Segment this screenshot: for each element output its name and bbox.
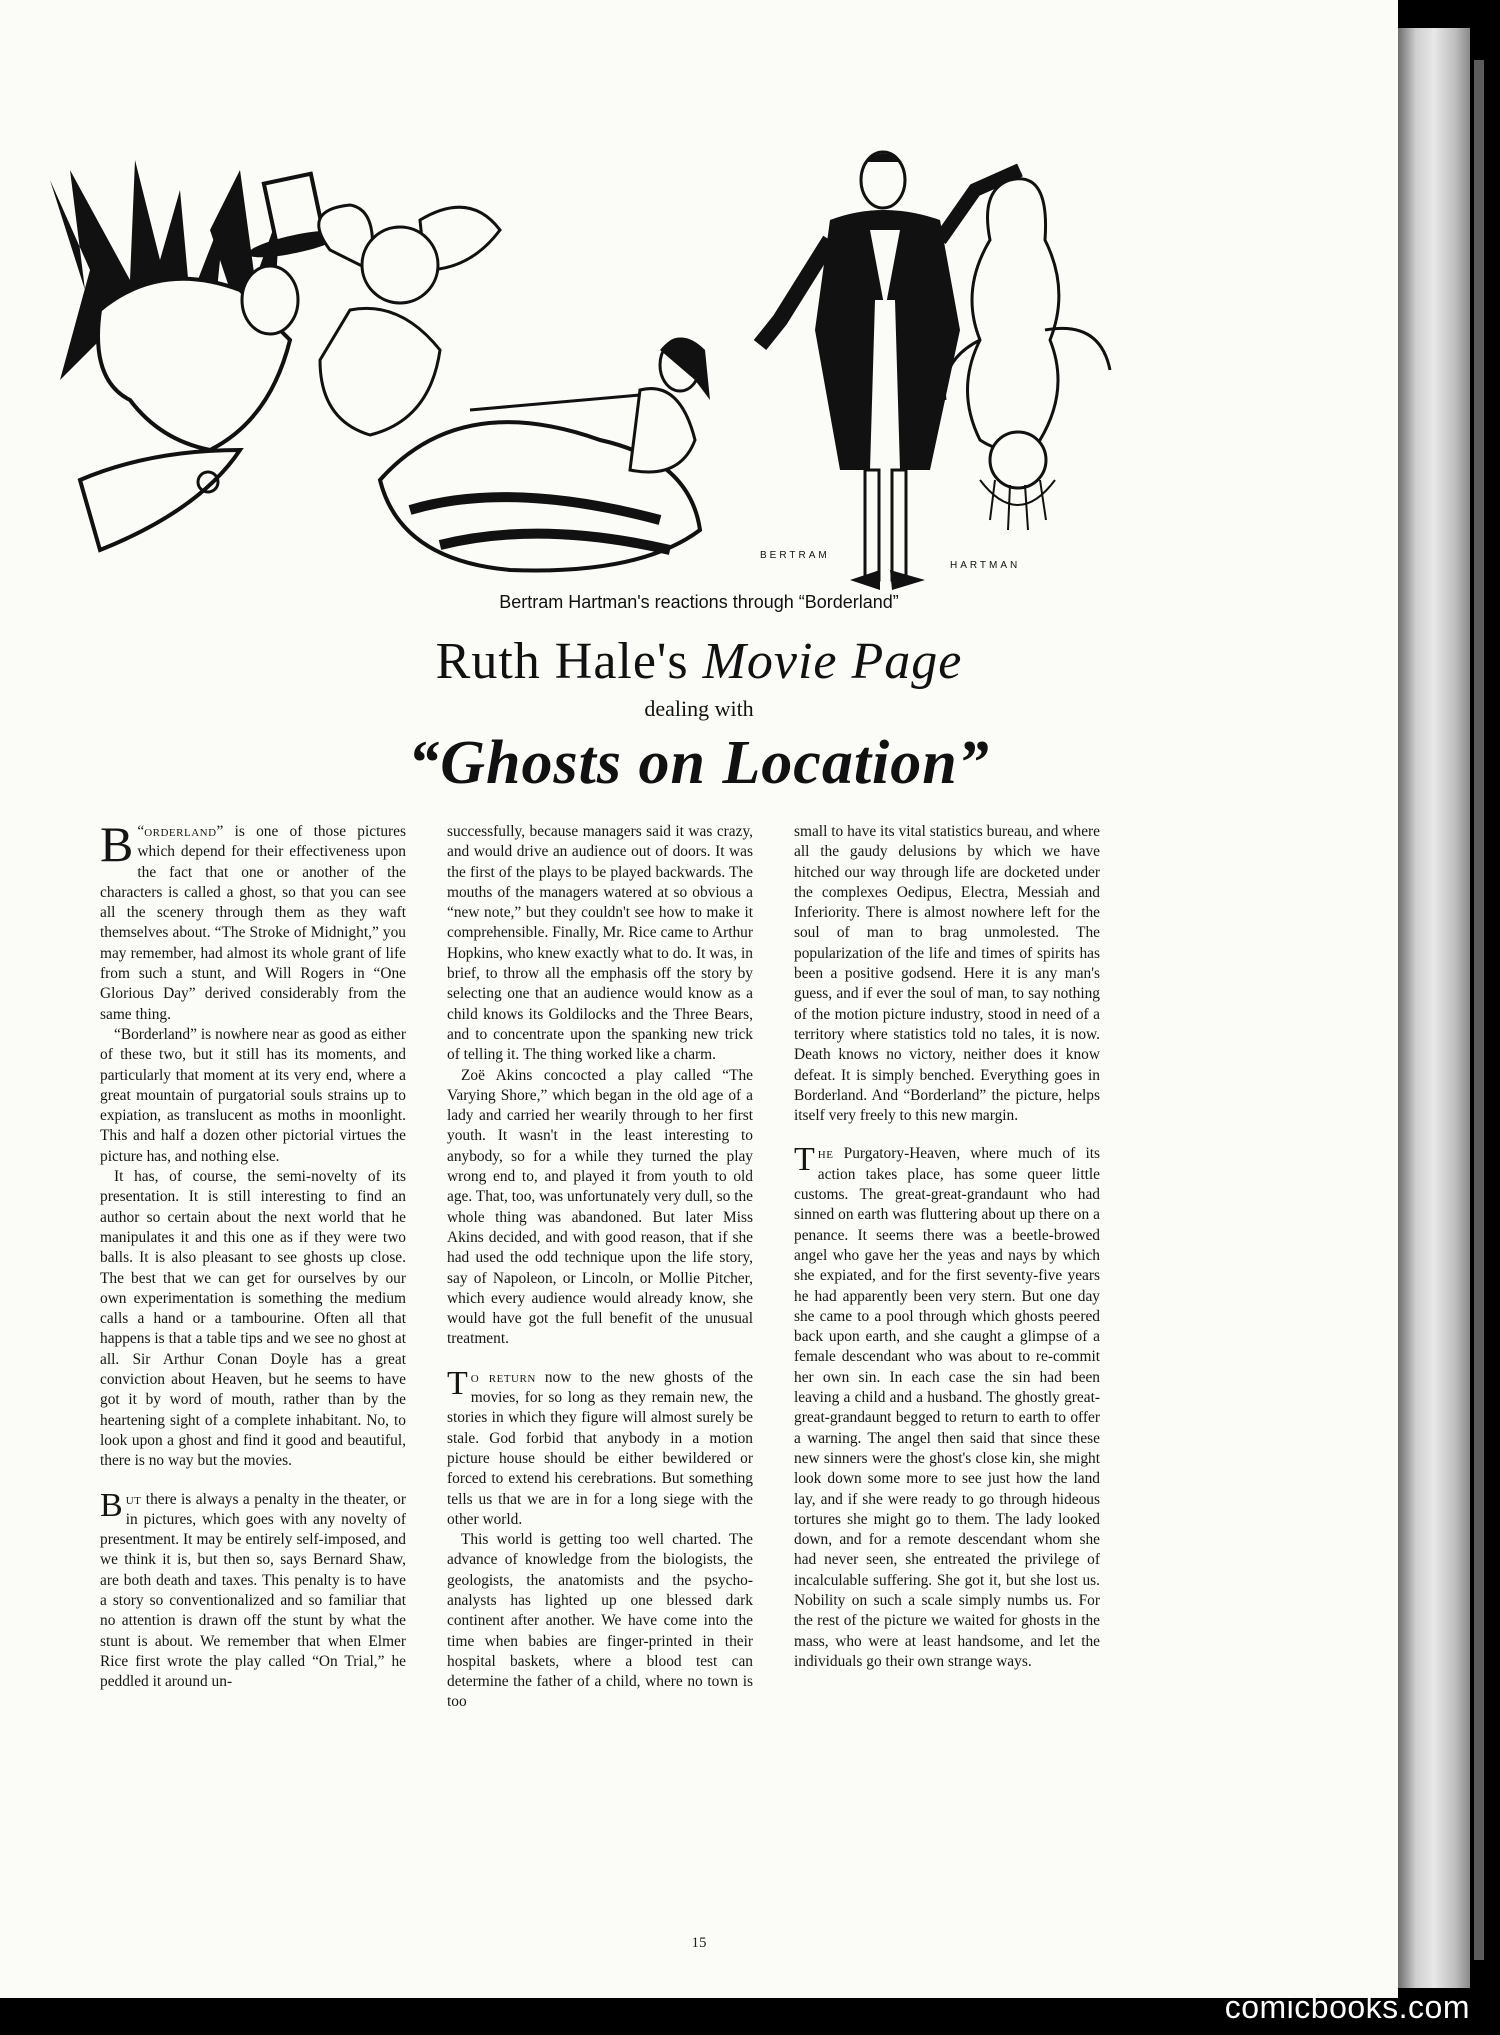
- hanging-figure: [968, 179, 1059, 450]
- paragraph-text: there is always a penalty in the theater, or in pictures, which goes with any novelty of presentment. It may be entirely self-imposed, and we think it is, but then so, says Bernard Shaw, are both death and taxes. This penalty is to have a story so conventionalized and so familiar that no attention is drawn off the stunt by what the stunt is about. We remember that when Elmer Rice first wrote the play called “On Trial,” he peddled it around un-: [100, 1490, 406, 1691]
- drop-cap: B: [100, 816, 134, 872]
- title-part3: Page: [851, 633, 963, 690]
- paragraph-text: now to the new ghosts of the movies, for so long as they remain new, the stories in which they figure will almost surely be stale. God forbid that anybody in a motion picture house should be either bewildered or forced to extend his cerebrations. But something tells us that we are in for a long siege with the other world.: [447, 1368, 753, 1528]
- paragraph: [447, 1364, 753, 1530]
- paragraph: Zoë Akins concocted a play called “The Varying Shore,” which began in the old age of a lady and carried her wearily through to her first youth. It wasn't in the least interesting to anybody, so for a while they turned the play wrong end to, and played it from youth to old age. That, too, was unfortunately very dull, so the whole thing was abandoned. But later Miss Akins decided, and with good reason, that if she had used the odd technique upon the life story, say of Napoleon, or Lincoln, or Mollie Pitcher, which every audience would already know, she would have got the full benefit of the unusual treatment.: [447, 1066, 753, 1348]
- artist-signature-first: BERTRAM: [760, 550, 830, 561]
- small-caps-lead: o return: [470, 1368, 536, 1386]
- paragraph: This world is getting too well charted. The advance of knowledge from the biologists, the geologists, the anatomists and the psycho-analysts has lighted up one blessed dark continent after another. We have come into the time when babies are finger-printed in their hospital baskets, where a blood test can determine the father of a child, where no town is too: [447, 1531, 753, 1711]
- title-part2: Movie: [702, 633, 838, 690]
- small-caps-lead: orderland: [144, 823, 217, 840]
- text-column-2: [447, 822, 753, 1713]
- article-subtitle: “Ghosts on Location”: [408, 729, 990, 797]
- paragraph: small to have its vital statistics bureau, and where all the gaudy delusions by which we have hitched our way through life are docketed under the complexes Oedipus, Electra, Messiah and Inferiority. There is almost nowhere left for the soul of man to brag unmolested. The popularization of the life and times of spirits has been a positive godsend. Here it is any man's guess, and if ever the soul of man, to say nothing of the motion picture industry, stood in need of a territory where statistics told no tales, it is now. Death knows no victory, neither does it know defeat. It is simply benched. Everything goes in Borderland. And “Borderland” the picture, helps itself very freely to this new margin.: [794, 823, 1100, 1125]
- paragraph: [100, 1486, 406, 1693]
- paragraph: It has, of course, the semi-novelty of its presentation. It is still interesting to find an author so certain about the next world that he manipulates it and this one as if they were two balls. It is also pleasant to see ghosts up close. The best that we can get for ourselves by our own experimentation is something the medium calls a hand or a tambourine. Often all that happens is that a table tips and we see no ghost at all. Sir Arthur Conan Doyle has a great conviction about Heaven, but he seems to have got it by word of mouth, rather than by the heartening sight of a complete inhabitant. No, to look upon a ghost and find it good and beautiful, there is no way but the movies.: [100, 1168, 406, 1470]
- cupid-head: [362, 227, 438, 303]
- page-edge-dark: [1474, 60, 1484, 1960]
- text-column-1: [100, 816, 406, 1692]
- opening-quote: “: [137, 823, 145, 840]
- paragraph: successfully, because managers said it was crazy, and would drive an audience out of doors. It was the first of the plays to be played backwards. The mouths of the managers watered at so obvious a “new note,” but they couldn't see how to make it comprehensible. Finally, Mr. Rice came to Arthur Hopkins, who knew exactly what to do. It was, in brief, to throw all the emphasis off the story by selecting one that an audience would know as a child knows its Goldilocks and the Three Bears, and to concentrate upon the spanking new trick of telling it. The thing worked like a charm.: [447, 823, 753, 1064]
- paragraph: [100, 816, 406, 1025]
- drop-cap: T: [447, 1364, 468, 1402]
- paragraph: “Borderland” is nowhere near as good as either of these two, but it still has its moments, and particularly that moment at its very end, where a great mountain of purgatorial souls strains up to expiation, as translucent as moths in moonlight. This and half a dozen other pictorial virtues the picture has, and nothing else.: [100, 1025, 406, 1165]
- paragraph: [794, 1141, 1100, 1672]
- text-column-3: [794, 822, 1100, 1672]
- small-caps-lead: ut: [125, 1490, 142, 1508]
- illustration-caption: Bertram Hartman's reactions through “Borderland”: [499, 592, 899, 612]
- title-part1: Ruth Hale's: [435, 633, 689, 690]
- drop-cap: B: [100, 1486, 123, 1524]
- small-caps-lead: he: [817, 1145, 834, 1163]
- paragraph-text: ” is one of those pictures which depend for their effectiveness upon the fact that one or another of the characters is called a ghost, so that you can see all the scenery through them as they waft themselves about. “The Stroke of Midnight,” you may remember, had almost its whole grant of life from such a stunt, and Will Rogers in “One Glorious Day” derived considerably from the same thing.: [100, 823, 406, 1023]
- paragraph-text: Purgatory-Heaven, where much of its action takes place, has some queer little customs. The great-great-grandaunt who had sinned on earth was fluttering about up there on a penance. It seems there was a beetle-browed angel who gave her the yeas and nays by which she expiated, and for the first seventy-five years he had apparently been very stern. But one day she came to a pool through which ghosts peered back upon earth, and she caught a glimpse of a female descendant who was about to re-commit her own sin. In each case the sin had been leaving a child and a husband. The ghostly great-great-grandaunt begged to return to earth to offer a warning. The angel then said that since these new sinners were the ghost's close kin, she might look down some more to see just how the land lay, and if she were ready to go through hideous tortures she might go to them. The lady looked down, and for a remote descendant whom she had never seen, she entreated the privilege of incalculable suffering. She got it, but she lost us. Nobility on such a scale simply numbs us. For the rest of the picture we waited for ghosts in the mass, who were at least handsome, and let the individuals go their own strange ways.: [794, 1145, 1100, 1670]
- page-title: [0, 632, 1398, 691]
- page-number: 15: [691, 1935, 707, 1951]
- dealing-with-line: dealing with: [644, 696, 754, 721]
- page-edge-shadow: [1398, 28, 1470, 1988]
- artist-signature-last: HARTMAN: [950, 560, 1021, 571]
- watermark: comicbooks.com: [1224, 1989, 1470, 2025]
- borderland-illustration: [40, 150, 1360, 590]
- drop-cap: T: [794, 1141, 815, 1179]
